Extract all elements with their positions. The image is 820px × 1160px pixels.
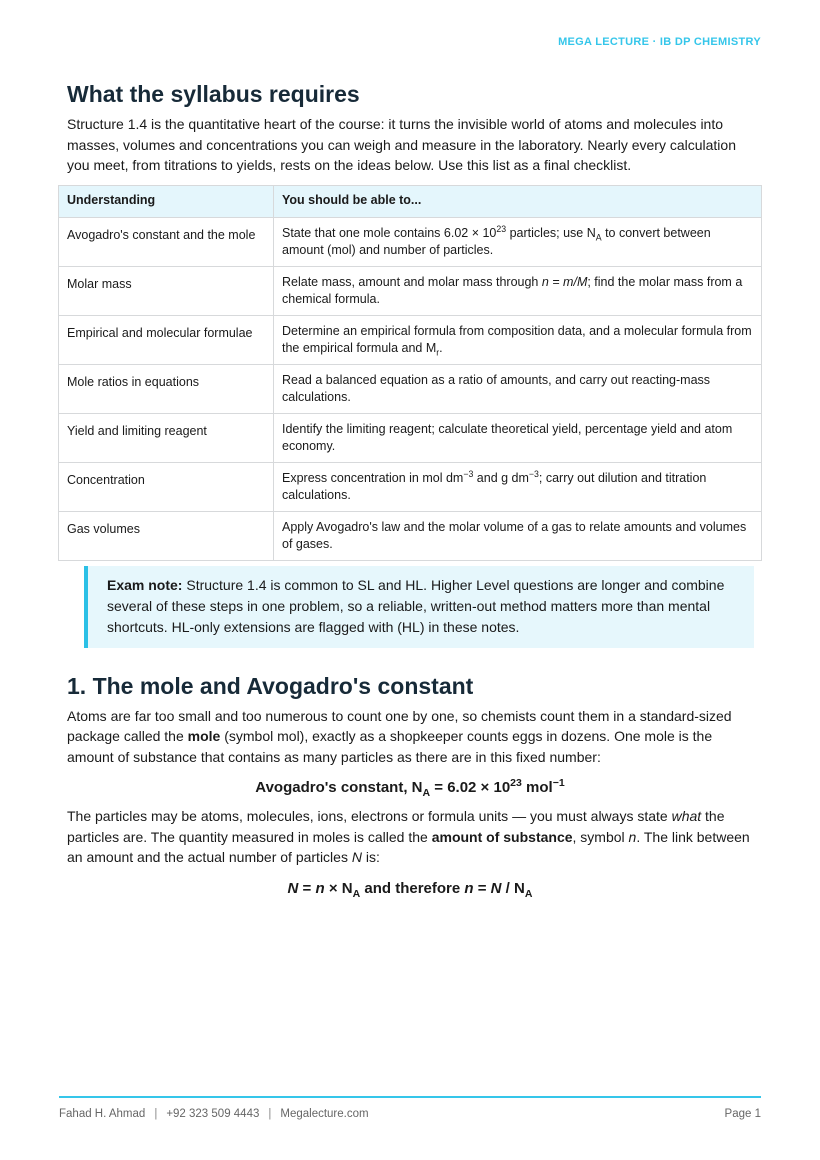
ability-cell: Relate mass, amount and molar mass through n = m/M; find the molar mass from a chemical formula.: [274, 266, 762, 315]
exam-note-text: Structure 1.4 is common to SL and HL. Higher Level questions are longer and combine several of these steps in one problem, so a reliable, written-out method matters more than mental shortcuts. HL-only extensions are flagged with (HL) in these notes.: [107, 576, 725, 635]
section-paragraph-2: The particles may be atoms, molecules, ions, electrons or formula units — you must always state what the particles are. The quantity measured in moles is called the amount of substance, symbol n. The link between an amount and the actual number of particles N is:: [67, 808, 750, 865]
syllabus-heading: What the syllabus requires: [67, 81, 360, 107]
ability-cell: Express concentration in mol $dm^{-3}$ and g $dm^{-3}$; carry out dilution and titration calculations.: [274, 462, 762, 511]
understanding-cell: Concentration: [59, 462, 274, 511]
exam-note-label: Exam note:: [107, 576, 183, 593]
understanding-cell: Molar mass: [59, 266, 274, 315]
table-row: [59, 364, 762, 413]
footer-site-link[interactable]: Megalecture.com: [280, 1108, 369, 1120]
page-content: [67, 78, 753, 900]
section-paragraph-1: Atoms are far too small and too numerous to count one by one, so chemists count them in a standard-sized package called the mole (symbol mol), exactly as a shopkeeper counts eggs in dozens. One mole is the amount of substance that contains as many particles as there are in this fixed number:: [67, 707, 732, 765]
ability-cell: State that one mole contains $6.02 \times 10^{23}$ particles; use $N_A$ to convert between amount (mol) and number of particles.: [274, 217, 762, 266]
page-header: MEGA LECTURE · IB DP CHEMISTRY: [558, 36, 761, 48]
understanding-cell: Mole ratios in equations: [59, 364, 274, 413]
table-header-row: [59, 185, 762, 217]
table-row: [59, 266, 762, 315]
understanding-cell: Gas volumes: [59, 511, 274, 560]
footer-phone: +92 323 509 4443: [166, 1108, 260, 1120]
footer-divider: [59, 1096, 761, 1098]
column-header-ability: You should be able to...: [274, 185, 762, 217]
table-row: [59, 511, 762, 560]
section-heading: 1. The mole and Avogadro's constant: [67, 672, 474, 699]
column-header-understanding: Understanding: [59, 185, 274, 217]
understanding-cell: Yield and limiting reagent: [59, 413, 274, 462]
ability-cell: Read a balanced equation as a ratio of amounts, and carry out reacting-mass calculations.: [274, 364, 762, 413]
syllabus-intro: Structure 1.4 is the quantitative heart of the course: it turns the invisible world of atoms and molecules into masses, volumes and concentrations you can weigh and measure in the laboratory. Nearly every calculation you meet, from titrations to yields, rests on the ideas below. Use this list as a final checklist.: [67, 116, 736, 173]
footer-contact: Fahad H. Ahmad | +92 323 509 4443 | Megalecture.com: [59, 1108, 369, 1120]
understanding-cell: Empirical and molecular formulae: [59, 315, 274, 364]
amount-formula: $N = n \times N_A$ and therefore $n = N / N_A$: [287, 879, 533, 900]
ability-cell: Determine an empirical formula from composition data, and a molecular formula from the empirical formula and $M_r$.: [274, 315, 762, 364]
avogadro-formula: Avogadro's constant, $N_A = 6.02 \times 10^{23}$ mol$^{-1}$: [255, 777, 565, 799]
understanding-cell: Avogadro's constant and the mole: [59, 217, 274, 266]
ability-cell: Identify the limiting reagent; calculate theoretical yield, percentage yield and atom economy.: [274, 413, 762, 462]
page-number: Page 1: [724, 1108, 761, 1120]
table-row: [59, 217, 762, 266]
ability-cell: Apply Avogadro's law and the molar volume of a gas to relate amounts and volumes of gases.: [274, 511, 762, 560]
footer-author: Fahad H. Ahmad: [59, 1108, 146, 1120]
table-row: [59, 413, 762, 462]
table-row: [59, 462, 762, 511]
table-row: [59, 315, 762, 364]
exam-note: [84, 566, 754, 648]
syllabus-table: [58, 185, 762, 561]
